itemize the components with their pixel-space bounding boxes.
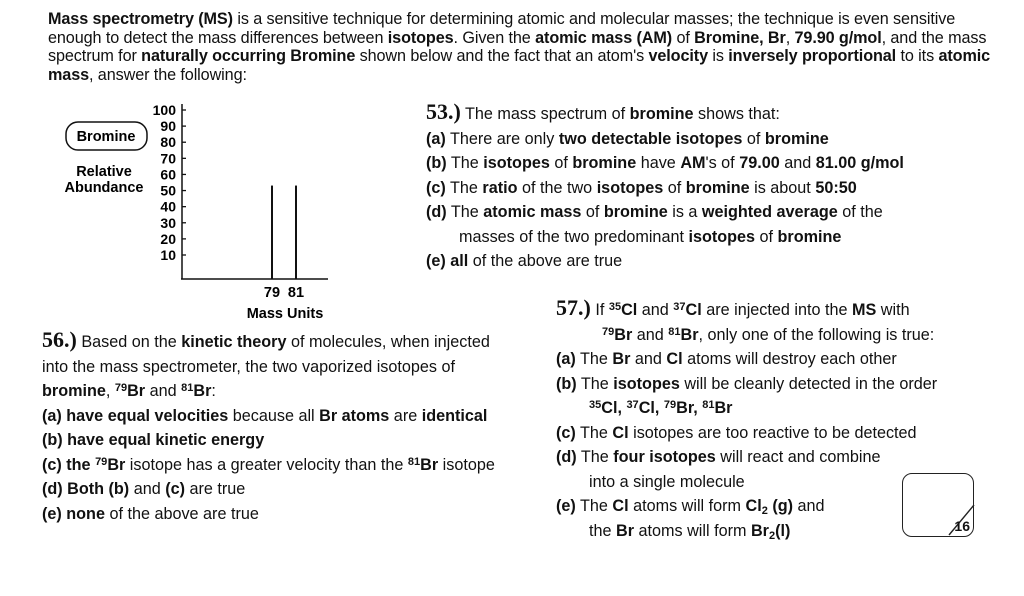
option-text: of the two	[517, 178, 597, 197]
subscript: 2	[761, 505, 768, 517]
mass-number: 37	[673, 301, 686, 313]
spectrum-peaks	[264, 186, 304, 301]
option-text-bold: all	[445, 252, 469, 270]
option-text: atoms will form	[634, 521, 751, 540]
q57-text: and	[632, 325, 669, 344]
option-text-bold: 81.00 g/mol	[815, 154, 904, 172]
mass-number: 81	[407, 455, 421, 468]
y-tick-label-40: 40	[160, 198, 176, 215]
q56-text-bold: bromine	[42, 382, 106, 400]
option-text: (d) Both	[42, 480, 109, 498]
x-axis-label: Mass Units	[246, 306, 324, 322]
q56-stem-line2	[42, 355, 552, 380]
intro-term-ms: Mass spectrometry (MS)	[48, 10, 233, 28]
y-tick-label-100: 100	[152, 102, 176, 118]
q57-option-e[interactable]	[556, 494, 937, 519]
option-text: isotopes are too reactive to be detected	[628, 423, 917, 442]
option-text: (c) the	[42, 455, 96, 474]
option-text-bold: equal kinetic energy	[108, 431, 265, 449]
mass-number: 35	[608, 301, 622, 313]
option-text: of the above are true	[104, 504, 259, 523]
element-symbol: Br	[680, 325, 699, 344]
option-text-bold: (c)	[165, 480, 186, 498]
option-text-bold: bromine	[685, 178, 750, 197]
q57-text: If	[590, 301, 609, 319]
option-text-bold: none	[66, 504, 105, 523]
option-text: and	[630, 350, 667, 368]
q56-option-d[interactable]	[42, 477, 552, 502]
intro-term-isotopes: isotopes	[387, 28, 454, 47]
option-label: (c)	[426, 178, 446, 197]
mass-number: 79	[95, 455, 108, 468]
option-text-bold: bromine	[603, 203, 668, 221]
q56-number: 56.)	[42, 327, 77, 352]
option-text-bold: 50:50	[815, 178, 857, 197]
element-symbol: Br	[193, 382, 212, 400]
y-tick-label-30: 30	[160, 214, 176, 231]
q53-option-d-cont	[426, 225, 904, 250]
y-tick-label-70: 70	[160, 150, 176, 167]
q53-option-d[interactable]	[426, 200, 904, 225]
option-text: of	[581, 203, 604, 221]
mass-number: 37	[626, 399, 639, 411]
element-symbol: Br,	[676, 399, 703, 417]
option-text: into a single molecule	[589, 472, 745, 491]
option-text-bold: Br	[612, 350, 631, 368]
q56-text: :	[211, 382, 216, 400]
option-text: atoms will destroy each other	[682, 350, 897, 368]
option-label: (b)	[556, 374, 577, 393]
q57-option-e-cont	[556, 519, 937, 544]
y-axis-label-line2: Abundance	[64, 180, 144, 196]
page-number: 16	[954, 518, 970, 534]
option-text: and	[793, 497, 825, 515]
q53-text: shows that:	[693, 105, 780, 123]
q57-text: with	[876, 301, 910, 319]
option-text-bold: Cl	[666, 350, 683, 368]
intro-text: , answer the following:	[89, 65, 247, 84]
option-text: are	[389, 406, 422, 425]
intro-term-atomic-mass: atomic mass	[48, 47, 991, 84]
q57-text: , only one of the following is true:	[698, 325, 935, 344]
element-symbol: Cl	[685, 301, 702, 319]
question-57	[556, 296, 937, 543]
option-label: (e)	[426, 252, 446, 270]
q57-option-c[interactable]	[556, 421, 937, 446]
subscript: 2	[768, 529, 776, 542]
formula: Br	[750, 521, 769, 540]
q56-option-c[interactable]	[42, 453, 552, 478]
option-text: of the	[837, 203, 883, 221]
q56-text: into the mass spectrometer, the two vaporized isotopes of	[42, 357, 455, 376]
y-tick-label-50: 50	[160, 182, 176, 199]
option-text-bold: identical	[421, 406, 488, 425]
phase-label: (l)	[775, 521, 791, 540]
option-text: of the above are true	[468, 252, 623, 270]
intro-term-mass: 79.90 g/mol	[794, 28, 882, 47]
option-label: (b)	[426, 154, 447, 172]
q56-text: Based on the	[76, 333, 182, 351]
y-axis-label-line1: Relative	[76, 164, 132, 180]
phase-label: (g)	[767, 497, 794, 515]
option-text: of	[755, 227, 778, 246]
option-text: The	[446, 203, 484, 221]
q56-stem-line3	[42, 379, 552, 404]
intro-term-bromine: Bromine, Br	[694, 28, 786, 47]
intro-text: to its	[896, 47, 939, 66]
intro-term-inverse: inversely proportional	[728, 47, 897, 66]
option-text-bold: weighted average	[701, 203, 838, 221]
q56-text: of molecules, when injected	[286, 333, 490, 351]
q56-text: and	[145, 382, 182, 400]
option-text: atoms will form	[628, 497, 746, 515]
option-text-bold: Cl	[612, 497, 629, 515]
question-53	[426, 100, 904, 274]
option-text-bold: bromine	[572, 154, 637, 172]
element-symbol: Cl,	[638, 399, 664, 417]
option-text-bold: isotopes	[688, 227, 756, 246]
bromine-label: Bromine	[76, 129, 136, 145]
option-text: will react and combine	[715, 448, 881, 466]
option-label: (e)	[556, 497, 576, 515]
option-text-bold: isotopes	[613, 374, 680, 393]
option-text: the	[589, 521, 617, 540]
option-text: isotope	[438, 455, 495, 474]
mass-number: 79	[602, 325, 615, 338]
q56-option-a[interactable]	[42, 404, 552, 429]
intro-text: is a sensitive technique for determining atomic and molecular masses; the technique is even sensitive enough to detect the mass differences between	[48, 10, 956, 47]
option-text: The	[575, 350, 613, 368]
intro-text: ,	[785, 28, 795, 47]
mass-number: 35	[589, 399, 602, 411]
page-number-badge	[902, 473, 974, 537]
formula: Cl	[745, 497, 762, 515]
element-symbol: Br	[614, 325, 633, 344]
element-symbol: Br	[107, 455, 126, 474]
q57-option-d-cont	[556, 470, 937, 495]
intro-text: . Given the	[453, 28, 536, 47]
element-symbol: Cl	[621, 301, 638, 319]
option-text-bold: ratio	[482, 178, 518, 197]
q57-option-b[interactable]	[556, 372, 937, 397]
option-text-bold: bromine	[777, 227, 842, 246]
option-text: because all	[228, 406, 320, 425]
q57-number: 57.)	[556, 295, 591, 320]
option-text-bold: Br atoms	[319, 406, 390, 425]
option-text: is a	[667, 203, 702, 221]
intro-text: shown below and the fact that an atom's	[355, 47, 649, 66]
question-56	[42, 328, 552, 526]
mass-number: 79	[114, 382, 128, 394]
mass-number: 81	[668, 325, 681, 338]
option-text-bold: two detectable isotopes	[558, 129, 743, 148]
q53-text-bold: bromine	[629, 105, 694, 123]
option-text-bold: isotopes	[596, 178, 664, 197]
q56-text: ,	[105, 382, 115, 400]
option-label: (a)	[426, 129, 446, 148]
q56-stem-line1	[42, 328, 552, 355]
q57-option-d[interactable]	[556, 445, 937, 470]
q53-option-a[interactable]	[426, 127, 904, 152]
option-text: have	[636, 154, 681, 172]
q57-option-a[interactable]	[556, 347, 937, 372]
y-tick-label-90: 90	[160, 118, 176, 135]
option-text-bold: Br	[616, 521, 635, 540]
y-tick-label-10: 10	[160, 247, 176, 263]
option-text: masses of the two predominant	[459, 227, 689, 246]
option-label: (a)	[556, 350, 576, 368]
element-symbol: Br	[420, 455, 439, 474]
mass-number: 81	[181, 382, 194, 394]
q53-stem	[426, 100, 904, 127]
intro-term-natural: naturally occurring Bromine	[141, 47, 356, 66]
q57-option-b-cont	[556, 396, 937, 421]
q56-option-b[interactable]	[42, 428, 552, 453]
q53-text: The mass spectrum of	[460, 105, 630, 123]
option-text: and	[129, 480, 166, 498]
option-text-bold: 79.00	[739, 154, 780, 172]
option-text: The	[576, 374, 614, 393]
option-text: of	[663, 178, 686, 197]
option-text: (a) have	[42, 406, 108, 425]
intro-text: , and the mass spectrum for	[48, 28, 987, 66]
q53-option-e[interactable]	[426, 249, 904, 274]
element-symbol: Br	[714, 399, 733, 417]
option-text: are true	[185, 480, 246, 498]
option-text-bold: atomic mass	[483, 203, 582, 221]
option-text: The	[446, 154, 484, 172]
option-text-bold: (b)	[108, 480, 130, 498]
intro-paragraph	[48, 10, 998, 84]
q57-text-bold: MS	[852, 301, 877, 319]
intro-text: of	[672, 28, 695, 47]
q53-number: 53.)	[426, 99, 461, 124]
option-text: The	[575, 423, 613, 442]
q57-stem-line2	[556, 323, 937, 348]
mass-spectrum-chart	[40, 98, 380, 323]
option-label: (d)	[426, 203, 447, 221]
option-text-bold: isotopes	[483, 154, 550, 172]
option-text: (b) have	[42, 431, 109, 449]
intro-term-am: atomic mass (AM)	[535, 28, 673, 47]
option-text: of	[549, 154, 573, 172]
option-text: will be cleanly detected in the order	[679, 374, 938, 393]
y-tick-label-80: 80	[160, 134, 176, 151]
option-text: The	[445, 178, 483, 197]
mass-number: 79	[663, 399, 677, 411]
option-text-bold: AM	[680, 154, 706, 172]
y-axis-ticks	[153, 102, 186, 263]
option-text: 's of	[705, 154, 740, 172]
option-label: (d)	[556, 448, 577, 466]
q57-stem-line1	[556, 296, 937, 323]
option-text: is about	[749, 178, 816, 197]
option-text-bold: bromine	[764, 129, 829, 148]
element-symbol: Br	[127, 382, 146, 400]
element-symbol: Cl,	[601, 399, 627, 417]
option-text: isotope has a greater velocity than the	[125, 455, 408, 474]
option-text: of	[742, 129, 765, 148]
x-tick-label-79: 79	[263, 285, 281, 301]
option-text: The	[576, 448, 614, 466]
option-text: The	[575, 497, 613, 515]
option-text-bold: Cl	[612, 423, 629, 442]
q56-text-bold: kinetic theory	[181, 333, 287, 351]
x-tick-label-81: 81	[287, 285, 305, 301]
q53-option-b[interactable]	[426, 151, 904, 176]
option-text: and	[779, 154, 816, 172]
mass-number: 81	[702, 399, 715, 411]
y-tick-label-20: 20	[160, 230, 176, 247]
intro-term-velocity: velocity	[648, 47, 708, 66]
option-text-bold: equal velocities	[107, 406, 229, 425]
option-text: There are only	[445, 129, 559, 148]
q57-text: are injected into the	[701, 301, 852, 319]
option-text: (e)	[42, 504, 67, 523]
option-text-bold: four isotopes	[613, 448, 716, 466]
q53-option-c[interactable]	[426, 176, 904, 201]
option-label: (c)	[556, 423, 576, 442]
intro-text: is	[707, 47, 729, 66]
y-tick-label-60: 60	[160, 166, 176, 183]
q57-text: and	[637, 301, 674, 319]
q56-option-e[interactable]	[42, 502, 552, 527]
